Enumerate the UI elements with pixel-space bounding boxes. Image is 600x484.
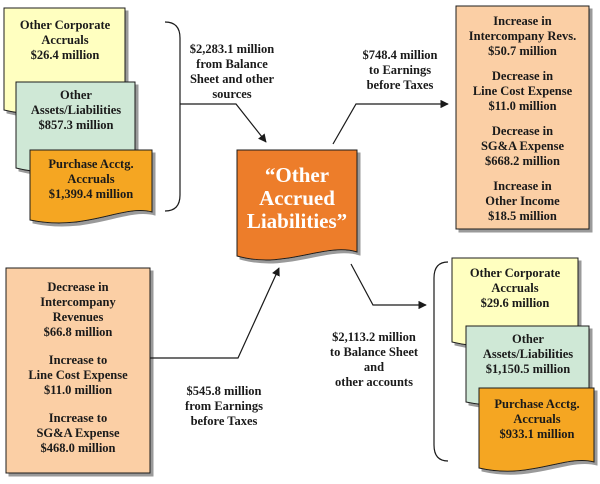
output-increase-intercompany-revs: Increase in Intercompany Revs. $50.7 million <box>468 14 577 58</box>
flow-label-from-earnings: $545.8 million from Earnings before Taxes <box>185 384 263 428</box>
arrow-earnings-to-center <box>150 268 279 358</box>
input-increase-line-cost: Increase to Line Cost Expense $11.0 million <box>28 353 128 397</box>
doc-bottom-right-yellow-text: Other Corporate Accruals $29.6 million <box>469 266 561 310</box>
flow-label-to-earnings: $748.4 million to Earnings before Taxes <box>362 48 438 92</box>
input-decrease-intercompany-revenues: Decrease in Intercompany Revenues $66.8 million <box>40 280 116 339</box>
doc-bottom-right-green-text: Other Assets/Liabilities $1,150.5 million <box>482 332 574 376</box>
output-decrease-line-cost: Decrease in Line Cost Expense $11.0 million <box>472 69 573 113</box>
arrow-center-to-balance-sheet <box>351 264 426 305</box>
output-decrease-sga: Decrease in SG&A Expense $668.2 million <box>480 124 564 168</box>
brace-bottom-right <box>434 262 448 461</box>
arrow-balance-to-center <box>180 104 266 142</box>
doc-top-left-yellow-text: Other Corporate Accruals $26.4 million <box>19 18 111 62</box>
center-title: “Other Accrued Liabilities” <box>246 163 348 233</box>
box-bottom-left-text <box>6 280 150 456</box>
output-increase-other-income: Increase in Other Income $18.5 million <box>485 179 560 223</box>
doc-top-left-green-text: Other Assets/Liabilities $857.3 million <box>30 88 122 132</box>
arrow-center-to-earnings <box>333 104 448 144</box>
flow-label-from-balance-sheet: $2,283.1 million from Balance Sheet and other sources <box>189 42 275 101</box>
input-increase-sga: Increase to SG&A Expense $468.0 million <box>36 411 120 455</box>
flow-label-to-balance-sheet: $2,113.2 million to Balance Sheet and other accounts <box>329 330 419 389</box>
brace-top-left <box>165 22 180 211</box>
box-top-right-text <box>456 14 589 224</box>
doc-top-left-orange-text: Purchase Acctg. Accruals $1,399.4 million <box>48 157 134 201</box>
doc-bottom-right-orange-text: Purchase Acctg. Accruals $933.1 million <box>494 397 580 441</box>
